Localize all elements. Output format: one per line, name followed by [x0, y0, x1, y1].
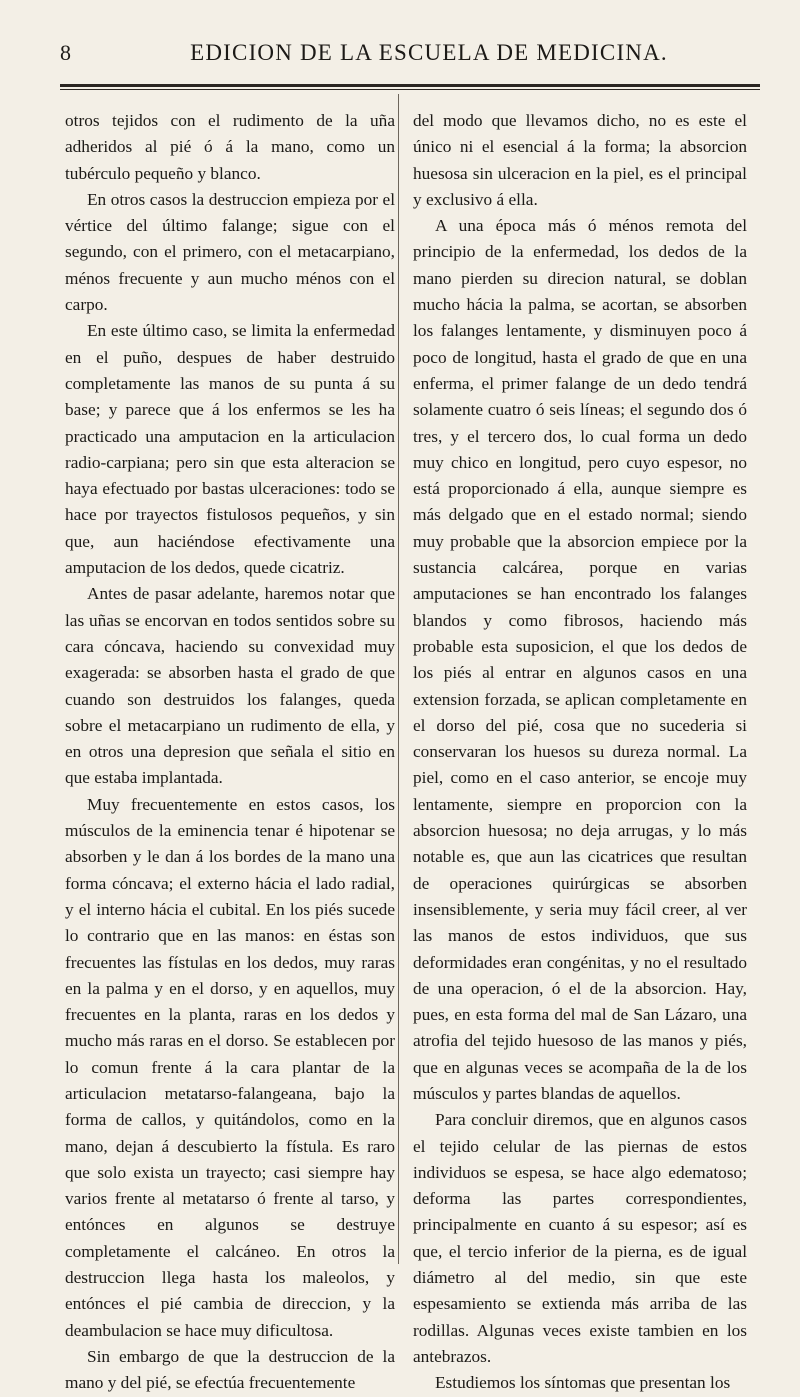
paragraph: Sin embargo de que la destruccion de la mano y del pié, se efectúa frecuentemente	[65, 1346, 395, 1393]
paragraph: otros tejidos con el rudimento de la uña adheridos al pié ó á la mano, como un tubérculo pequeño y blanco.	[65, 111, 395, 183]
paragraph: Estudiemos los síntomas que presentan los	[435, 1373, 731, 1393]
header-rule	[60, 84, 760, 87]
paragraph: A una época más ó ménos remota del principio de la enfermedad, los dedos de la mano pierden su direcion natural, se doblan mucho hácia la palma, se acortan, se absorben los falanges lentamente, y disminuyen poco á poco de longitud, hasta el grado de que en una enferma, el primer falange de un dedo tendrá solamente cuatro ó seis líneas; el segundo dos ó tres, y el tercero dos, lo cual forma un dedo muy chico en longitud, pero cuyo espesor, no está proporcionado á ella, aunque siempre es más delgado que en el estado normal; siendo muy probable que la absorcion empiece por la sustancia calcárea, porque en varias amputaciones se han encontrado los falanges blandos y como fibrosos, haciendo más probable esta suposicion, el que los dedos de los piés al entrar en algunos casos en una extension forzada, se aplican completamente en el dorso del pié, cosa que no sucederia si conservaran los huesos su dureza normal. La piel, como en el caso anterior, se encoje muy lentamente, siempre en proporcion con la absorcion huesosa; no deja arrugas, y lo más notable es, que aun las cicatrices que resultan de operaciones quirúrgicas se absorben insensiblemente, y seria muy fácil creer, al ver las manos de estos individuos, que sus deformidades eran congénitas, y no el resultado de una operacion, ó el de la absorcion. Hay, pues, en esta forma del mal de San Lázaro, una atrofia del tejido huesoso de las manos y piés, que en algunas veces se acompaña de la de los músculos y partes blandas de aquellos.	[413, 216, 747, 1103]
header-rule-thin	[60, 89, 760, 90]
paragraph: del modo que llevamos dicho, no es este el único ni el esencial á la forma; la absorcion huesosa sin ulceracion en la piel, es el principal y exclusivo á ella.	[413, 111, 747, 209]
paragraph: En este último caso, se limita la enfermedad en el puño, despues de haber destruido completamente las manos de su punta á su base; y parece que á los enfermos se les ha practicado una amputacion en la articulacion radio-carpiana; pero sin que esta alteracion se haya efectuado por bastas ulceraciones: todo se hace por trayectos fistulosos pequeños, y sin que, aun haciéndose efectivamente una amputacion de los dedos, quede cicatriz.	[65, 321, 395, 578]
right-column	[413, 108, 747, 1397]
paragraph: Para concluir diremos, que en algunos casos el tejido celular de las piernas de estos individuos se espesa, se hace algo edematoso; deforma las partes correspondientes, principalmente en cuanto á su espesor; así es que, el tercio inferior de la pierna, es de igual diámetro al del medio, sin que este espesamiento se extienda más arriba de las rodillas. Algunas veces existe tambien en los antebrazos.	[413, 1110, 747, 1366]
paragraph: Antes de pasar adelante, haremos notar que las uñas se encorvan en todos sentidos sobre su cara cóncava, haciendo su convexidad muy exagerada: se absorben hasta el grado de que cuando son destruidos los falanges, queda sobre el metacarpiano un rudimento de ella, y en otros una depresion que señala el sitio en que estaba implantada.	[65, 584, 395, 788]
column-divider	[398, 94, 399, 1264]
running-head: EDICION DE LA ESCUELA DE MEDICINA.	[190, 40, 668, 65]
left-column	[65, 108, 395, 1397]
page-number: 8	[60, 40, 71, 65]
paragraph: Muy frecuentemente en estos casos, los músculos de la eminencia tenar é hipotenar se absorben y le dan á los bordes de la mano una forma cóncava; el externo hácia el lado radial, y el interno hácia el cubital. En los piés sucede lo contrario que en las manos: en éstas son frecuentes las fístulas en los dedos, muy raras en la palma y en el dorso, y en aquellos, muy frecuentes en la planta, raras en los dedos y mucho más raras en el dorso. Se establecen por lo comun frente á la cara plantar de la articulacion metatarso-falangeana, bajo la forma de callos, y quitándolos, como en la mano, dejan á descubierto la fístula. Es raro que solo exista un trayecto; casi siempre hay varios frente al metatarso ó frente al tarso, y entónces en algunos se destruye completamente el calcáneo. En otros la destruccion llega hasta los maleolos, y entónces el pié cambia de direccion, y la deambulacion se hace muy dificultosa.	[65, 794, 395, 1340]
paragraph: En otros casos la destruccion empieza por el vértice del último falange; sigue con el segundo, con el primero, con el metacarpiano, ménos frecuente y aun mucho ménos con el carpo.	[65, 189, 395, 315]
page-header	[58, 36, 760, 66]
